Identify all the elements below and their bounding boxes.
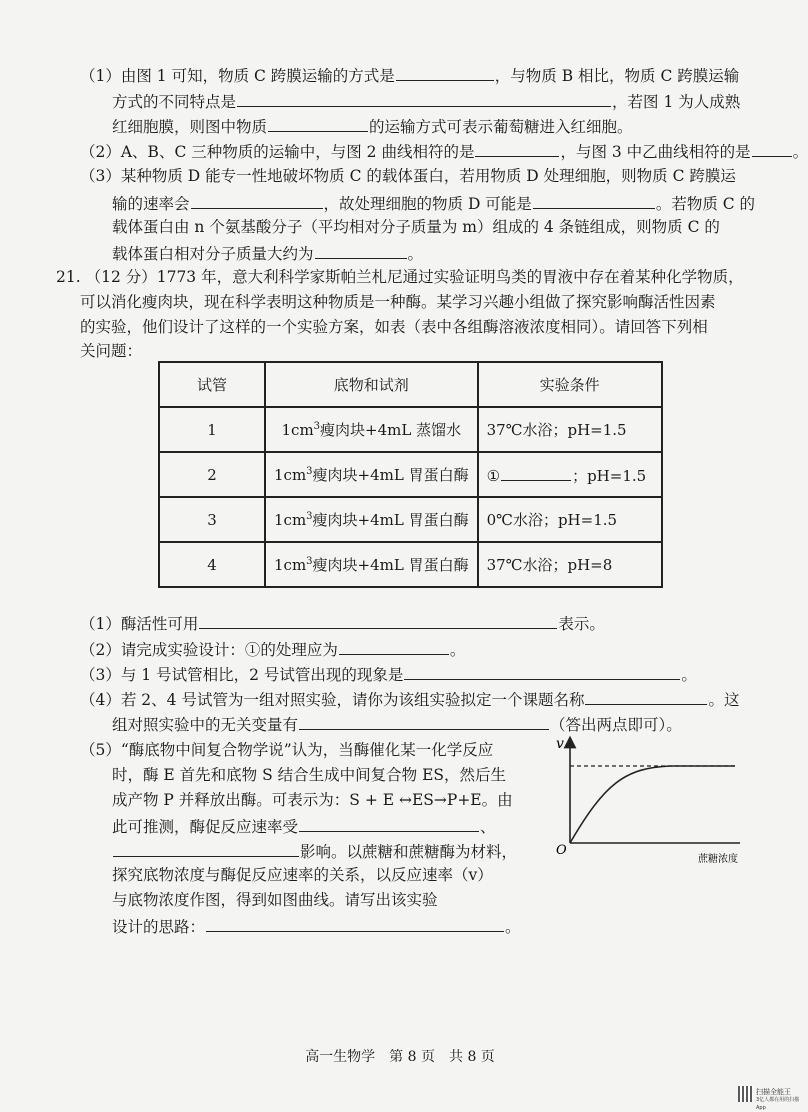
table-row xyxy=(159,407,662,452)
answer-blank[interactable] xyxy=(339,638,449,655)
substrate-cell: $1cm^3$瘦肉块+4mL 蒸馏水 xyxy=(265,407,478,452)
condition-cell: 37℃水浴；pH=8 xyxy=(478,542,662,587)
answer-blank[interactable] xyxy=(475,140,559,157)
tube-number: 2 xyxy=(159,452,265,497)
y-axis-label: v xyxy=(556,736,564,752)
answer-blank[interactable] xyxy=(501,464,571,481)
answer-blank[interactable] xyxy=(206,915,504,932)
answer-blank[interactable] xyxy=(299,713,549,730)
condition-cell: 37℃水浴；pH=1.5 xyxy=(478,407,662,452)
page-footer: 高一生物学 第 8 页 共 8 页 xyxy=(305,1049,495,1065)
q20-part3-line3: 载体蛋白由 n 个氨基酸分子（平均相对分子质量为 m）组成的 4 条链组成，则物质 C 的 xyxy=(112,218,720,236)
q20-part2: （2）A、B、C 三种物质的运输中，与图 2 曲线相符的是 ，与图 3 中乙曲线相符的是 。 xyxy=(80,140,808,162)
table-row xyxy=(159,497,662,542)
q20-part1-line2: 方式的不同特点是 ，若图 1 为人成熟 xyxy=(112,90,740,112)
answer-blank[interactable] xyxy=(404,663,680,680)
q21-sub5-line2: 时，酶 E 首先和底物 S 结合生成中间复合物 ES，然后生 xyxy=(112,766,507,784)
answer-blank[interactable] xyxy=(396,64,494,81)
answer-blank[interactable] xyxy=(585,688,707,705)
q21-sub5-line4: 此可推测，酶促反应速率受 、 xyxy=(112,815,496,837)
q21-sub2: （2）请完成实验设计：①的处理应为 。 xyxy=(80,638,465,660)
rate-curve xyxy=(570,766,735,843)
condition-cell: 0℃水浴；pH=1.5 xyxy=(478,497,662,542)
q20-part3-line4: 载体蛋白相对分子质量大约为 。 xyxy=(112,242,423,264)
rate-vs-concentration-graph xyxy=(550,728,750,868)
answer-blank[interactable] xyxy=(315,242,407,259)
table-row xyxy=(159,542,662,587)
q20-part3-line1: （3）某种物质 D 能专一性地破坏物质 C 的载体蛋白，若用物质 D 处理细胞，则物质 C 跨膜运 xyxy=(80,167,736,185)
q21-intro-line4: 关问题： xyxy=(80,342,143,360)
answer-blank[interactable] xyxy=(752,140,792,157)
answer-blank[interactable] xyxy=(533,192,655,209)
q21-sub5-line5: 影响。以蔗糖和蔗糖酶为材料， xyxy=(112,840,517,862)
q20-part3-line2: 输的速率会 ，故处理细胞的物质 D 可能是 。若物质 C 的 xyxy=(112,192,755,214)
tube-number: 3 xyxy=(159,497,265,542)
qr-code-icon xyxy=(738,1086,754,1102)
q21-intro-line3: 的实验，他们设计了这样的一个实验方案，如表（表中各组酶溶液浓度相同）。请回答下列相 xyxy=(80,318,708,336)
x-axis-label: 蔗糖浓度 xyxy=(698,854,738,865)
q20-part1-line1: （1）由图 1 可知，物质 C 跨膜运输的方式是 ，与物质 B 相比，物质 C 跨膜运输 xyxy=(80,64,739,86)
table-header-cell: 底物和试剂 xyxy=(265,362,478,407)
answer-blank[interactable] xyxy=(191,192,323,209)
q21-sub4-line1: （4）若 2、4 号试管为一组对照实验，请你为该组实验拟定一个课题名称 。这 xyxy=(80,688,739,710)
q21-sub1: （1）酶活性可用 表示。 xyxy=(80,612,605,634)
q21-sub5-line6: 探究底物浓度与酶促反应速率的关系，以反应速率（v） xyxy=(112,866,493,884)
q21-sub3: （3）与 1 号试管相比，2 号试管出现的现象是 。 xyxy=(80,663,697,685)
answer-blank[interactable] xyxy=(237,90,611,107)
q21-intro-line2: 可以消化瘦肉块，现在科学表明这种物质是一种酶。某学习兴趣小组做了探究影响酶活性因素 xyxy=(80,293,716,311)
answer-blank[interactable] xyxy=(199,612,557,629)
origin-label: O xyxy=(556,843,567,858)
substrate-cell: $1cm^3$瘦肉块+4mL 胃蛋白酶 xyxy=(265,452,478,497)
condition-cell: ① ；pH=1.5 xyxy=(478,452,662,497)
q21-sub5-line3: 成产物 P 并释放出酶。可表示为：S + E ↔ES→P+E。由 xyxy=(112,791,513,809)
scanner-watermark: 扫描全能王 3亿人都在用的扫描App xyxy=(756,1088,800,1111)
table-header-cell: 试管 xyxy=(159,362,265,407)
table-header-cell: 实验条件 xyxy=(478,362,662,407)
q21-sub4-line2: 组对照实验中的无关变量有 （答出两点即可）。 xyxy=(112,713,682,735)
q21-intro-line1: 21. （12 分）1773 年，意大利科学家斯帕兰札尼通过实验证明鸟类的胃液中存在着某种化学物质， xyxy=(56,268,744,286)
substrate-cell: $1cm^3$瘦肉块+4mL 胃蛋白酶 xyxy=(265,542,478,587)
substrate-cell: $1cm^3$瘦肉块+4mL 胃蛋白酶 xyxy=(265,497,478,542)
q21-sub5-line1: （5）“酶底物中间复合物学说”认为，当酶催化某一化学反应 xyxy=(80,741,494,759)
answer-blank[interactable] xyxy=(113,840,299,857)
q21-sub5-line7: 与底物浓度作图，得到如图曲线。请写出该实验 xyxy=(112,891,438,909)
table-row xyxy=(159,452,662,497)
table-header-row xyxy=(159,362,662,407)
answer-blank[interactable] xyxy=(268,115,368,132)
q21-sub5-line8: 设计的思路： 。 xyxy=(112,915,521,937)
answer-blank[interactable] xyxy=(299,815,479,832)
experiment-table xyxy=(158,361,663,588)
tube-number: 4 xyxy=(159,542,265,587)
tube-number: 1 xyxy=(159,407,265,452)
q20-part1-line3: 红细胞膜，则图中物质 的运输方式可表示葡萄糖进入红细胞。 xyxy=(112,115,633,137)
